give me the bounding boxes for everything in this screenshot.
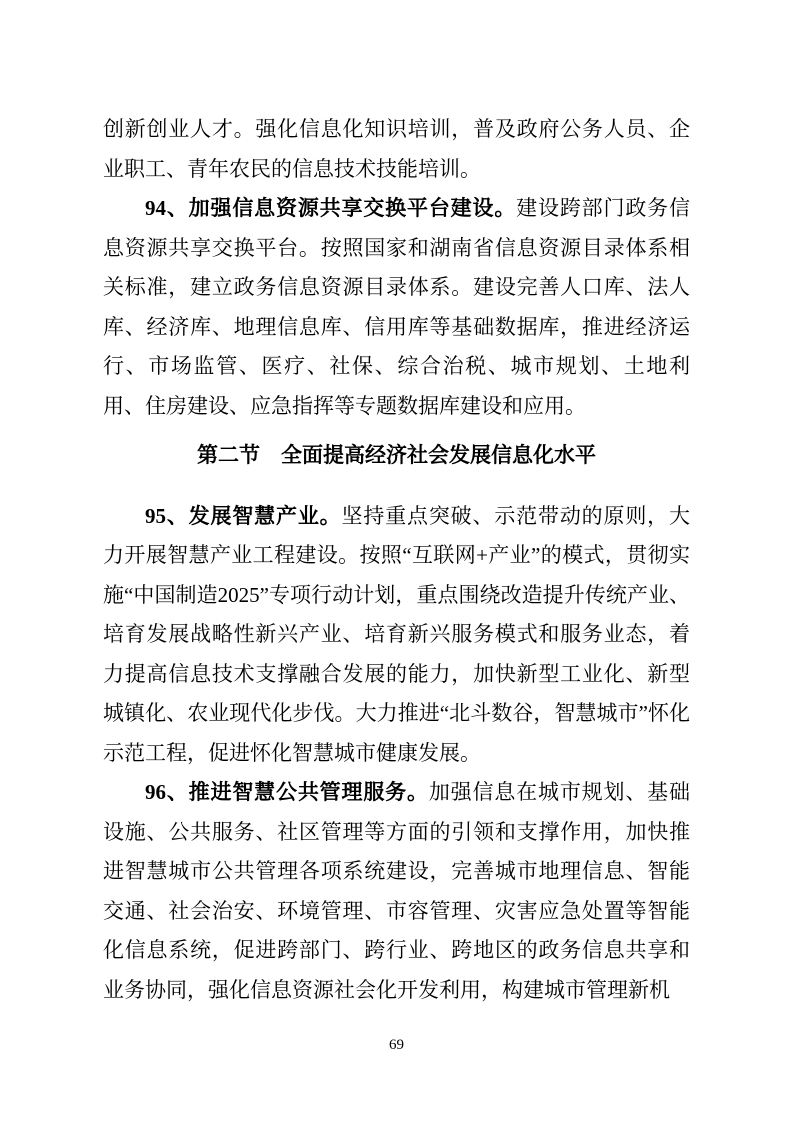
item-95-bold-lead: 95、发展智慧产业。 (145, 503, 342, 528)
item-95-text: 坚持重点突破、示范带动的原则，大力开展智慧产业工程建设。按照“互联网+产业”的模式，贯彻实施“中国制造2025”专项行动计划，重点围绕改造提升传统产业、培育发展战略性新兴产业、培育新兴服务模式和服务业态，着力提高信息技术支撑融合发展的能力，加快新型工业化、新型城镇化、农业现代化步伐。大力推进“北斗数谷，智慧城市”怀化示范工程，促进怀化智慧城市健康发展。 (103, 503, 690, 765)
paragraph-item-94 (103, 189, 690, 426)
paragraph-item-95 (103, 497, 690, 774)
section-2-heading: 第二节 全面提高经济社会发展信息化水平 (197, 443, 596, 467)
paragraph-text: 创新创业人才。强化信息化知识培训，普及政府公务人员、企业职工、青年农民的信息技术技能培训。 (103, 117, 690, 181)
item-94-text: 建设跨部门政务信息资源共享交换平台。按照国家和湖南省信息资源目录体系相关标准，建立政务信息资源目录体系。建设完善人口库、法人库、经济库、地理信息库、信用库等基础数据库，推进经济运行、市场监管、医疗、社保、综合治税、城市规划、土地利用、住房建设、应急指挥等专题数据库建设和应用。 (103, 196, 691, 418)
paragraph-item-96 (103, 773, 690, 1010)
item-96-bold-lead: 96、推进智慧公共管理服务。 (145, 780, 429, 804)
page-number: 69 (389, 1037, 404, 1053)
item-94-bold-lead: 94、加强信息资源共享交换平台建设。 (145, 196, 517, 220)
item-96-text: 加强信息在城市规划、基础设施、公共服务、社区管理等方面的引领和支撑作用，加快推进智慧城市公共管理各项系统建设，完善城市地理信息、智能交通、社会治安、环境管理、市容管理、灾害应急处置等智能化信息系统，促进跨部门、跨行业、跨地区的政务信息共享和业务协同，强化信息资源社会化开发利用，构建城市管理新机 (103, 780, 691, 1002)
paragraph-training-continuation (103, 110, 690, 189)
